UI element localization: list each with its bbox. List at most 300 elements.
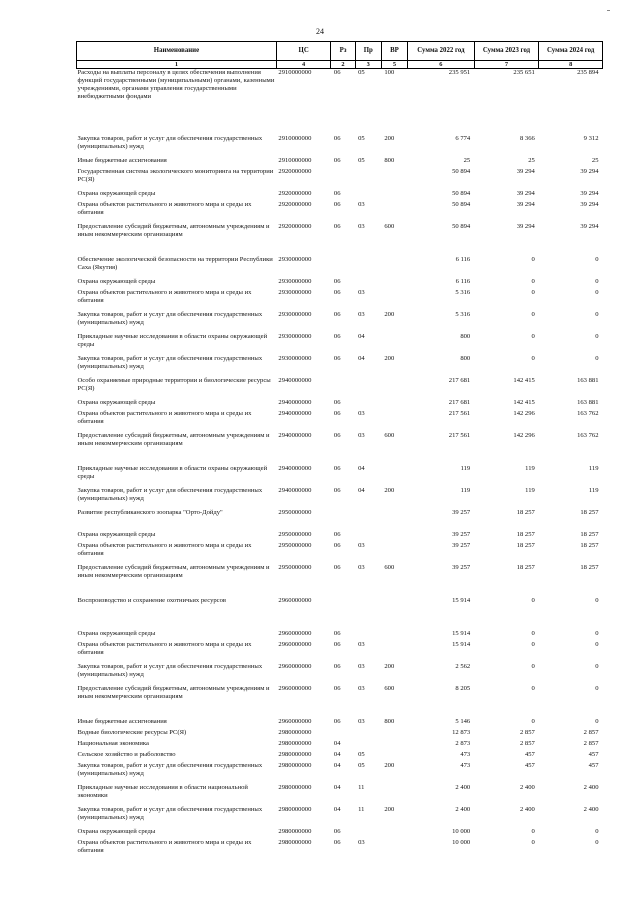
cell-pr [355,256,381,278]
cell-cs: 2950000000 [278,564,312,571]
cell-vr [381,751,407,762]
cell-cs: 2960000000 [278,663,312,670]
cell-pr: 04 [358,465,365,472]
cell-rz [331,168,355,190]
cell-s2024: 25 [591,157,599,164]
cell-name: Предоставление субсидий бюджетным, автономным учреждениям и иным некоммерческим организациям [77,564,270,579]
cell-s2024: 0 [595,333,599,340]
cell-s2024: 0 [595,597,599,604]
cell-s2022: 6 116 [455,278,471,285]
cell-rz: 04 [333,806,341,813]
cell-s2023: 0 [531,333,535,340]
cell-vr [381,784,407,806]
cell-s2022: 5 146 [455,718,471,725]
cell-name: Закупка товаров, работ и услуг для обеспечения государственных (муниципальных) нужд [77,487,263,502]
cell-s2022: 10 000 [452,828,471,835]
cell-s2024: 163 762 [577,410,599,417]
cell-s2022: 217 681 [448,377,471,384]
cell-rz: 06 [333,630,341,637]
cell-vr [381,190,407,201]
cell-name: Охрана объектов растительного и животного мира и среды их обитания [77,201,252,216]
cell-name: Закупка товаров, работ и услуг для обеспечения государственных (муниципальных) нужд [77,806,263,821]
cell-s2023: 0 [531,641,535,648]
cell-s2024: 18 257 [580,564,599,571]
cell-name: Закупка товаров, работ и услуг для обеспечения государственных (муниципальных) нужд [77,762,263,777]
cell-cs: 2980000000 [278,784,312,791]
cell-cs: 2910000000 [278,69,312,76]
cell-rz: 06 [333,531,341,538]
table-row [77,685,603,718]
cell-s2022: 50 894 [452,168,471,175]
cell-s2023: 39 294 [516,201,535,208]
cell-s2024: 0 [595,828,599,835]
cell-s2022: 217 561 [448,432,471,439]
cell-s2024: 0 [595,641,599,648]
cell-rz: 06 [333,135,341,142]
cell-vr: 800 [384,718,395,725]
cell-cs: 2940000000 [278,432,312,439]
table-row [77,487,603,509]
cell-name: Закупка товаров, работ и услуг для обеспечения государственных (муниципальных) нужд [77,355,263,370]
table-row [77,157,603,168]
cell-name: Охрана окружающей среды [77,278,156,285]
header-sum-2023: Сумма 2023 год [474,42,539,61]
cell-pr: 05 [358,157,365,164]
cell-rz: 06 [333,355,341,362]
cell-s2022: 2 562 [455,663,471,670]
cell-s2022: 5 316 [455,311,471,318]
table-row [77,839,603,861]
cell-pr: 05 [358,135,365,142]
cell-rz [331,256,355,278]
header-name: Наименование [77,42,277,61]
cell-cs: 2920000000 [278,201,312,208]
cell-name: Охрана объектов растительного и животного мира и среды их обитания [77,542,252,557]
cell-vr: 600 [384,432,395,439]
cell-s2022: 15 914 [452,630,471,637]
cell-s2024: 0 [595,355,599,362]
cell-cs: 2930000000 [278,355,312,362]
cell-vr: 600 [384,685,395,692]
cell-s2024: 39 294 [580,168,599,175]
cell-s2024: 163 762 [577,432,599,439]
table-row [77,465,603,487]
cell-s2023: 2 400 [519,806,535,813]
cell-vr: 200 [384,663,395,670]
cell-cs: 2940000000 [278,399,312,406]
cell-s2023: 39 294 [516,190,535,197]
cell-s2022: 217 561 [448,410,471,417]
cell-s2024: 0 [595,278,599,285]
cell-name: Прикладные научные исследования в области охраны окружающей среды [77,465,268,480]
cell-s2022: 25 [463,157,471,164]
cell-rz: 06 [333,333,341,340]
table-row [77,564,603,597]
cell-s2022: 800 [460,333,471,340]
cell-pr [355,168,381,190]
cell-vr [381,630,407,641]
cell-cs: 2980000000 [278,762,312,769]
cell-s2024: 2 400 [583,784,599,791]
cell-pr: 03 [358,718,365,725]
cell-rz: 06 [333,223,341,230]
header-pr: Пр [355,42,381,61]
cell-vr: 600 [384,223,395,230]
cell-s2023: 457 [524,762,535,769]
cell-pr: 03 [358,564,365,571]
cell-cs: 2960000000 [278,718,312,725]
cell-s2022: 119 [460,465,471,472]
table-row [77,740,603,751]
cell-s2023: 0 [531,630,535,637]
cell-s2024: 0 [595,311,599,318]
cell-vr [381,399,407,410]
table-row [77,168,603,190]
table-row [77,355,603,377]
cell-vr [381,289,407,311]
header-sum-2024: Сумма 2024 год [539,42,603,61]
header-rz: Рз [331,42,355,61]
cell-s2023: 0 [531,685,535,692]
column-number: 7 [474,61,539,69]
cell-vr [381,201,407,223]
cell-s2023: 2 857 [519,729,535,736]
cell-name: Охрана окружающей среды [77,828,156,835]
cell-pr: 11 [358,784,365,791]
cell-s2022: 50 894 [452,223,471,230]
cell-name: Особо охраняемые природные территории и биологические ресурсы РС(Я) [77,377,271,392]
cell-rz: 06 [333,432,341,439]
cell-vr [381,641,407,663]
cell-name: Развитие республиканского зоопарка "Орто-Дойду" [77,509,223,516]
cell-pr: 03 [358,641,365,648]
cell-cs: 2960000000 [278,685,312,692]
cell-s2022: 473 [460,751,471,758]
cell-s2023: 18 257 [516,564,535,571]
cell-s2024: 163 881 [577,399,599,406]
cell-rz: 06 [333,278,341,285]
cell-s2023: 0 [531,355,535,362]
cell-vr: 200 [384,311,395,318]
cell-vr [381,410,407,432]
column-number: 3 [355,61,381,69]
cell-rz: 06 [333,828,341,835]
cell-cs: 2920000000 [278,190,312,197]
cell-s2022: 2 873 [455,740,471,747]
cell-name: Иные бюджетные ассигнования [77,157,167,164]
cell-name: Прикладные научные исследования в области охраны окружающей среды [77,333,268,348]
cell-pr [355,399,381,410]
cell-s2022: 15 914 [452,597,471,604]
cell-pr: 04 [358,355,365,362]
cell-vr [381,740,407,751]
cell-s2023: 0 [531,828,535,835]
header-sum-2022: Сумма 2022 год [408,42,475,61]
cell-s2024: 39 294 [580,201,599,208]
cell-cs: 2940000000 [278,410,312,417]
cell-pr: 03 [358,432,365,439]
cell-pr: 11 [358,806,365,813]
cell-rz: 04 [333,762,341,769]
cell-cs: 2980000000 [278,828,312,835]
cell-cs: 2930000000 [278,311,312,318]
table-row [77,509,603,531]
cell-s2022: 8 205 [455,685,471,692]
table-row [77,223,603,256]
cell-rz: 06 [333,69,341,76]
cell-cs: 2940000000 [278,465,312,472]
cell-rz: 06 [333,685,341,692]
cell-name: Предоставление субсидий бюджетным, автономным учреждениям и иным некоммерческим организациям [77,223,270,238]
cell-s2022: 39 257 [452,542,471,549]
cell-rz: 04 [333,740,341,747]
table-row [77,278,603,289]
cell-pr: 03 [358,685,365,692]
cell-pr: 03 [358,201,365,208]
cell-s2023: 18 257 [516,509,535,516]
cell-name: Предоставление субсидий бюджетным, автономным учреждениям и иным некоммерческим организациям [77,432,270,447]
cell-s2024: 2 857 [583,740,599,747]
cell-rz: 06 [333,839,341,846]
cell-s2024: 457 [588,751,599,758]
cell-vr: 200 [384,806,395,813]
cell-name: Охрана окружающей среды [77,399,156,406]
cell-rz: 06 [333,641,341,648]
cell-name: Обеспечение экологической безопасности на территории Республики Саха (Якутия) [77,256,273,271]
cell-vr [381,465,407,487]
cell-cs: 2940000000 [278,487,312,494]
cell-s2023: 0 [531,663,535,670]
cell-s2022: 50 894 [452,201,471,208]
cell-vr [381,839,407,861]
cell-pr [355,377,381,399]
cell-cs: 2930000000 [278,289,312,296]
cell-pr [355,190,381,201]
cell-vr: 200 [384,487,395,494]
cell-s2022: 39 257 [452,564,471,571]
cell-rz: 06 [333,564,341,571]
table-row [77,751,603,762]
cell-rz: 04 [333,751,341,758]
cell-s2024: 0 [595,256,599,263]
table-row [77,311,603,333]
cell-s2024: 0 [595,289,599,296]
cell-pr [355,509,381,531]
cell-s2022: 235 951 [448,69,471,76]
cell-s2024: 39 294 [580,223,599,230]
cell-s2024: 18 257 [580,531,599,538]
cell-name: Охрана окружающей среды [77,190,156,197]
cell-s2024: 0 [595,718,599,725]
table-row [77,542,603,564]
table-row [77,828,603,839]
cell-s2023: 142 415 [513,399,535,406]
cell-s2024: 2 857 [583,729,599,736]
cell-name: Государственная система экологического мониторинга на территории РС(Я) [77,168,274,183]
table-row [77,641,603,663]
cell-pr: 04 [358,333,365,340]
table-row [77,190,603,201]
cell-vr: 800 [384,157,395,164]
cell-s2022: 6 116 [455,256,471,263]
column-number: 6 [408,61,475,69]
cell-pr: 03 [358,542,365,549]
cell-name: Национальная экономика [77,740,149,747]
cell-name: Охрана объектов растительного и животного мира и среды их обитания [77,839,252,854]
cell-cs: 2960000000 [278,597,312,604]
cell-vr [381,377,407,399]
cell-cs: 2910000000 [278,157,312,164]
cell-name: Расходы на выплаты персоналу в целях обеспечения выполнения функций государственными (муниципальными) органами, казенными учреждениями, органами управления государственными внебюджетными фондами [77,69,275,100]
cell-s2023: 119 [525,465,535,472]
table-row [77,377,603,399]
cell-pr: 05 [358,762,365,769]
table-row [77,399,603,410]
cell-s2024: 9 312 [583,135,599,142]
table-header-row [77,42,603,61]
column-number: 2 [331,61,355,69]
cell-s2023: 119 [525,487,535,494]
cell-vr: 200 [384,762,395,769]
table-row [77,69,603,136]
cell-s2022: 119 [460,487,471,494]
cell-pr: 03 [358,410,365,417]
cell-s2024: 18 257 [580,509,599,516]
cell-s2022: 39 257 [452,531,471,538]
cell-s2023: 2 857 [519,740,535,747]
cell-cs: 2950000000 [278,509,312,516]
cell-s2023: 39 294 [516,168,535,175]
cell-s2023: 457 [524,751,535,758]
cell-s2024: 39 294 [580,190,599,197]
cell-vr: 600 [384,564,395,571]
cell-vr [381,256,407,278]
cell-cs: 2980000000 [278,806,312,813]
cell-pr [355,740,381,751]
cell-s2022: 5 316 [455,289,471,296]
cell-rz: 06 [333,663,341,670]
cell-vr [381,729,407,740]
cell-s2024: 119 [588,487,599,494]
cell-pr: 04 [358,487,365,494]
table-row [77,289,603,311]
cell-s2022: 12 873 [452,729,471,736]
cell-s2023: 18 257 [516,542,535,549]
cell-s2024: 235 894 [577,69,599,76]
cell-rz: 06 [333,487,341,494]
cell-cs: 2940000000 [278,377,312,384]
cell-rz: 06 [333,410,341,417]
cell-cs: 2920000000 [278,168,312,175]
cell-rz [331,729,355,740]
cell-pr: 03 [358,223,365,230]
cell-pr: 03 [358,289,365,296]
cell-s2023: 142 415 [513,377,535,384]
cell-vr [381,542,407,564]
cell-s2023: 8 366 [519,135,535,142]
cell-pr [355,630,381,641]
cell-rz: 06 [333,289,341,296]
column-number: 4 [276,61,331,69]
cell-cs: 2960000000 [278,641,312,648]
cell-s2024: 457 [588,762,599,769]
page-number: 24 [316,27,324,36]
cell-s2023: 0 [531,289,535,296]
cell-name: Воспроизводство и сохранение охотничьих ресурсов [77,597,227,604]
cell-s2024: 2 400 [583,806,599,813]
cell-vr [381,509,407,531]
cell-s2023: 0 [531,839,535,846]
cell-cs: 2930000000 [278,256,312,263]
table-row [77,531,603,542]
cell-rz: 06 [333,157,341,164]
cell-rz [331,509,355,531]
cell-cs: 2910000000 [278,135,312,142]
table-row [77,806,603,828]
table-row [77,630,603,641]
cell-pr: 03 [358,311,365,318]
cell-name: Предоставление субсидий бюджетным, автономным учреждениям и иным некоммерческим организациям [77,685,270,700]
cell-s2023: 142 296 [513,432,535,439]
cell-name: Охрана окружающей среды [77,531,156,538]
cell-s2024: 0 [595,685,599,692]
cell-name: Охрана объектов растительного и животного мира и среды их обитания [77,289,252,304]
cell-s2023: 235 651 [513,69,535,76]
cell-rz: 06 [333,201,341,208]
cell-s2023: 25 [528,157,535,164]
column-number: 5 [381,61,407,69]
cell-vr [381,168,407,190]
cell-vr: 200 [384,135,395,142]
cell-s2023: 142 296 [513,410,535,417]
cell-vr [381,597,407,630]
cell-cs: 2920000000 [278,223,312,230]
budget-table [76,41,603,861]
table-row [77,663,603,685]
cell-vr: 100 [384,69,395,76]
cell-cs: 2960000000 [278,630,312,637]
column-number: 1 [77,61,277,69]
cell-s2024: 0 [595,663,599,670]
cell-rz: 04 [333,784,341,791]
cell-s2022: 2 400 [455,784,471,791]
scan-mark [607,10,610,11]
cell-pr [355,597,381,630]
cell-pr [355,828,381,839]
cell-pr [355,278,381,289]
cell-s2022: 473 [460,762,471,769]
cell-s2022: 10 000 [452,839,471,846]
cell-cs: 2980000000 [278,839,312,846]
cell-name: Охрана объектов растительного и животного мира и среды их обитания [77,641,252,656]
cell-s2023: 0 [531,311,535,318]
cell-cs: 2930000000 [278,333,312,340]
table-row [77,597,603,630]
cell-rz: 06 [333,399,341,406]
cell-s2023: 39 294 [516,223,535,230]
cell-s2022: 217 681 [448,399,471,406]
cell-s2024: 0 [595,630,599,637]
header-vr: ВР [381,42,407,61]
table-row [77,784,603,806]
cell-name: Водные биологические ресурсы РС(Я) [77,729,187,736]
header-cs: ЦС [276,42,331,61]
table-row [77,410,603,432]
table-row [77,135,603,157]
cell-s2023: 0 [531,597,535,604]
cell-s2022: 2 400 [455,806,471,813]
cell-name: Сельское хозяйство и рыболовство [77,751,176,758]
